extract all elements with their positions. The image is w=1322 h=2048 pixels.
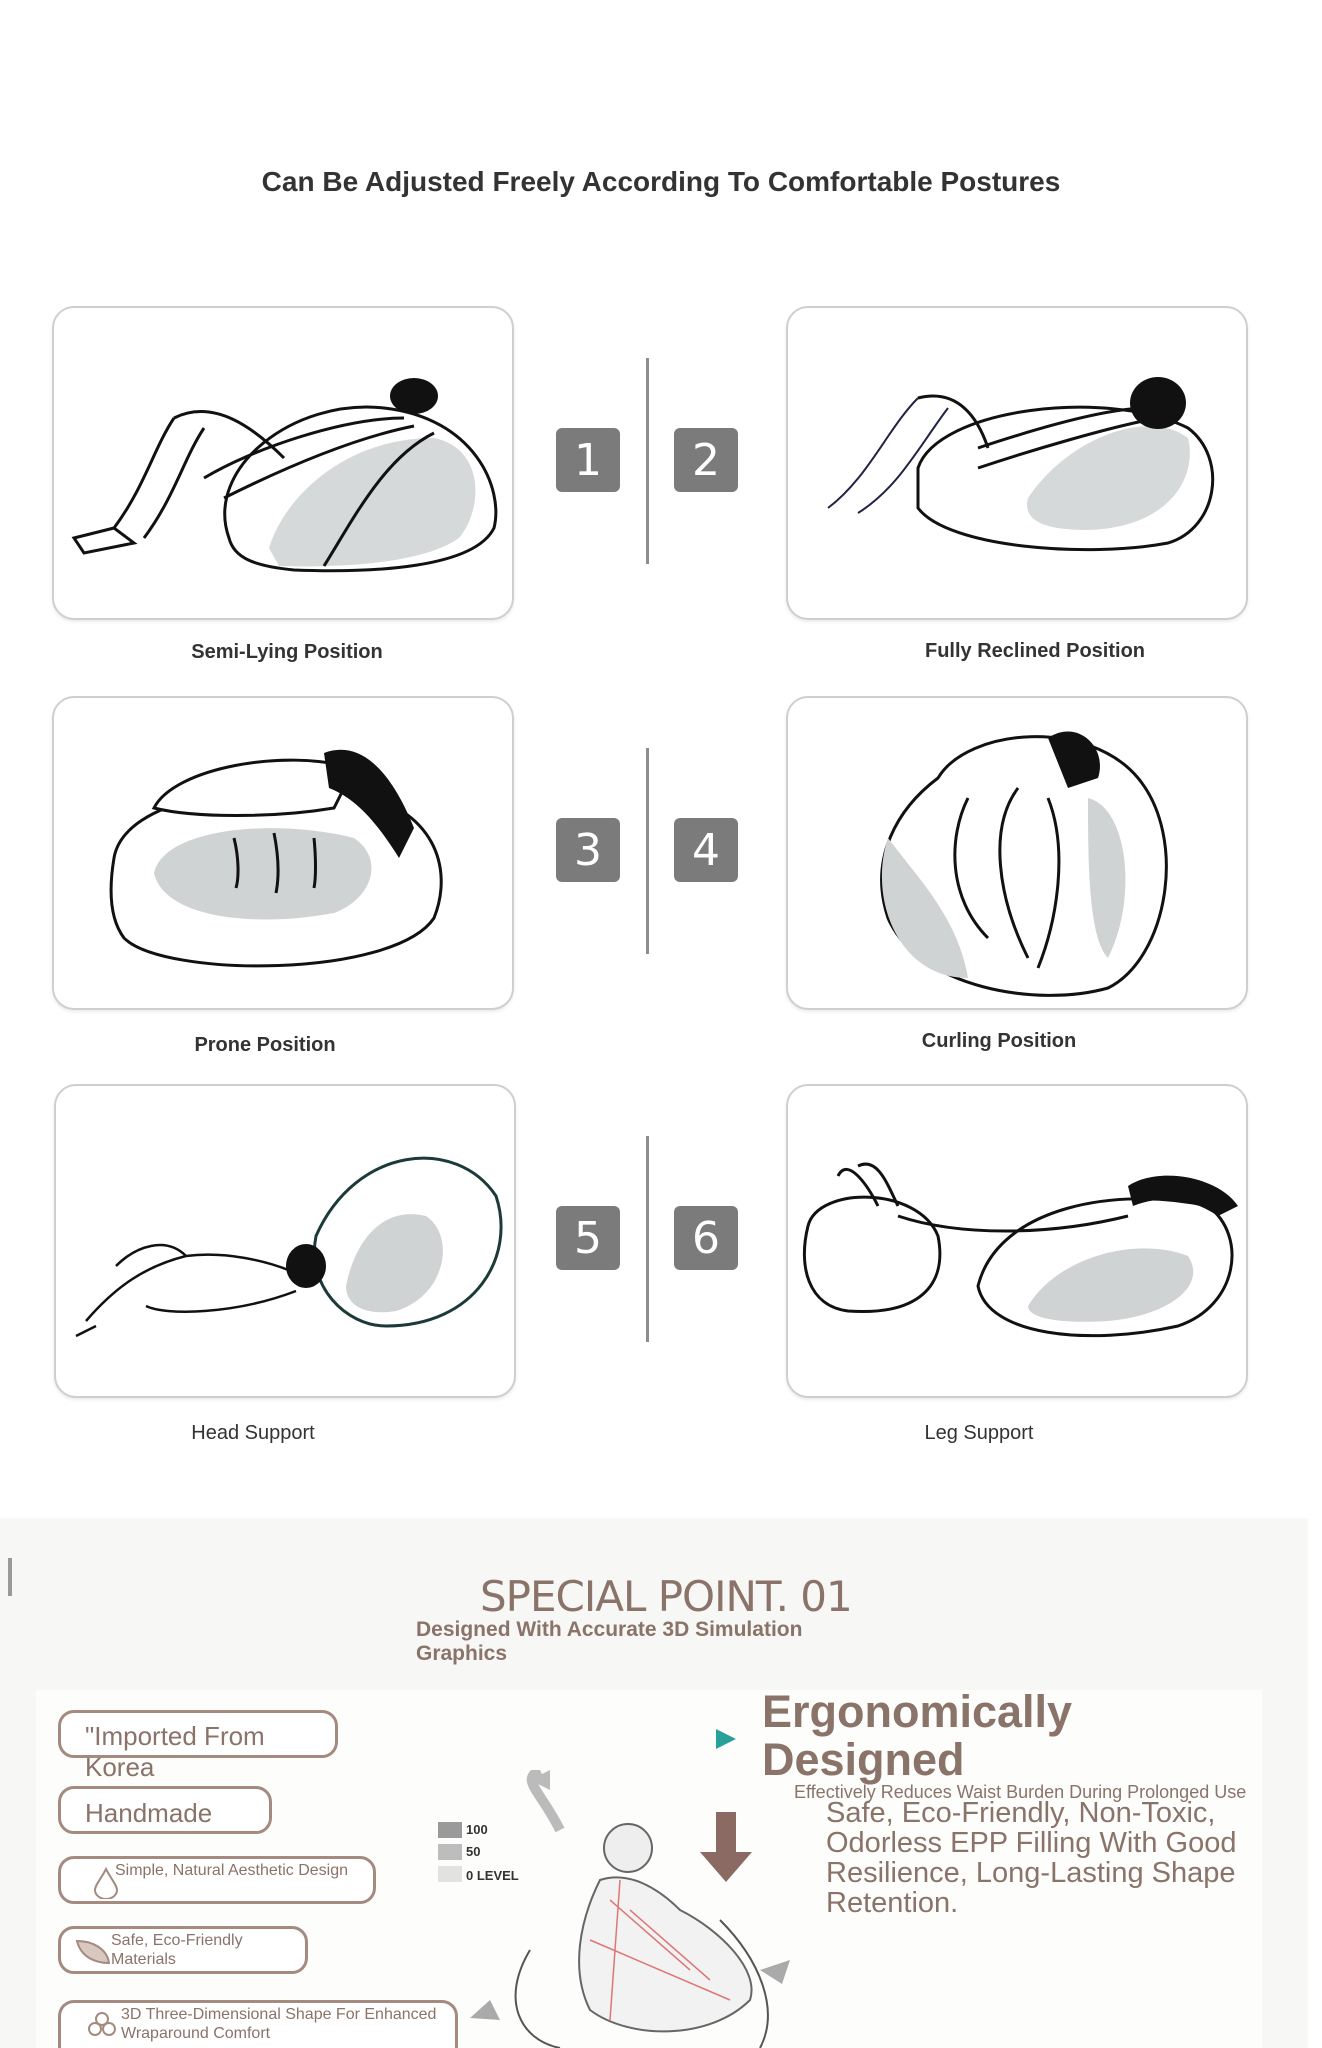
- pose-card-semi-lying: [52, 306, 514, 620]
- level-swatch-50: [438, 1844, 462, 1860]
- special-subtitle: Designed With Accurate 3D Simulation Graphics: [416, 1618, 803, 1665]
- pose-label-2: Fully Reclined Position: [924, 640, 1146, 662]
- feature-pill-aesthetic: [58, 1856, 376, 1904]
- ergo-subtitle: Effectively Reduces Waist Burden During Prolonged Use: [794, 1782, 1247, 1802]
- pose-card-fully-reclined: [786, 306, 1248, 620]
- pose-card-leg-support: [786, 1084, 1248, 1398]
- pose-card-prone: [52, 696, 514, 1010]
- play-icon: [712, 1726, 738, 1752]
- pose-label-6: Leg Support: [924, 1422, 1034, 1444]
- feature-label: "Imported From Korea: [85, 1721, 265, 1782]
- pose-label-5: Head Support: [191, 1422, 315, 1444]
- feature-pill-imported: [58, 1710, 338, 1782]
- pose-card-head-support: [54, 1084, 516, 1398]
- head-support-illustration: [56, 1086, 514, 1396]
- pose-label-4: Curling Position: [921, 1030, 1077, 1052]
- feature-pill-eco: [58, 1926, 308, 1974]
- level-label-50: 50: [466, 1844, 481, 1859]
- position-number-3: 3: [556, 818, 620, 882]
- feature-pill-handmade: [58, 1786, 272, 1834]
- pose-label-1: Semi-Lying Position: [191, 641, 383, 663]
- feature-label: 3D Three-Dimensional Shape For Enhanced Wraparound Comfort: [121, 2006, 437, 2042]
- feature-label: Simple, Natural Aesthetic Design: [115, 1862, 348, 1879]
- ergo-title: Ergonomically Designed: [762, 1686, 1073, 1785]
- level-swatch-100: [438, 1822, 462, 1838]
- semi-lying-illustration: [54, 308, 512, 618]
- position-number-2: 2: [674, 428, 738, 492]
- divider: [646, 748, 649, 954]
- level-swatch-0: [438, 1866, 462, 1882]
- position-number-6: 6: [674, 1206, 738, 1270]
- ergo-body: Safe, Eco-Friendly, Non-Toxic, Odorless EPP Filling With Good Resilience, Long-Lasting Shape Retention.: [826, 1797, 1237, 1919]
- divider: [646, 1136, 649, 1342]
- down-arrow-icon: [700, 1812, 752, 1882]
- position-number-5: 5: [556, 1206, 620, 1270]
- page-title: Can Be Adjusted Freely According To Comfortable Postures: [261, 166, 1061, 197]
- curling-illustration: [788, 698, 1246, 1008]
- special-title: SPECIAL POINT. 01: [480, 1572, 852, 1621]
- flower-icon: [85, 2009, 119, 2043]
- feature-pill-3d: [58, 2000, 458, 2048]
- feature-label: Handmade: [85, 1798, 213, 1828]
- fully-reclined-illustration: [788, 308, 1246, 618]
- pose-label-3: Prone Position: [194, 1034, 336, 1056]
- leaf-icon: [73, 1937, 113, 1967]
- feature-label: Safe, Eco-Friendly Materials: [111, 1932, 243, 1968]
- divider: [646, 358, 649, 564]
- pose-card-curling: [786, 696, 1248, 1010]
- prone-illustration: [54, 698, 512, 1008]
- position-number-1: 1: [556, 428, 620, 492]
- level-label-100: 100: [466, 1822, 488, 1837]
- leg-support-illustration: [788, 1086, 1246, 1396]
- level-label-0: 0 LEVEL: [466, 1868, 519, 1883]
- 3d-simulation-figure: [460, 1770, 860, 2048]
- position-number-4: 4: [674, 818, 738, 882]
- section-marker: [8, 1558, 12, 1596]
